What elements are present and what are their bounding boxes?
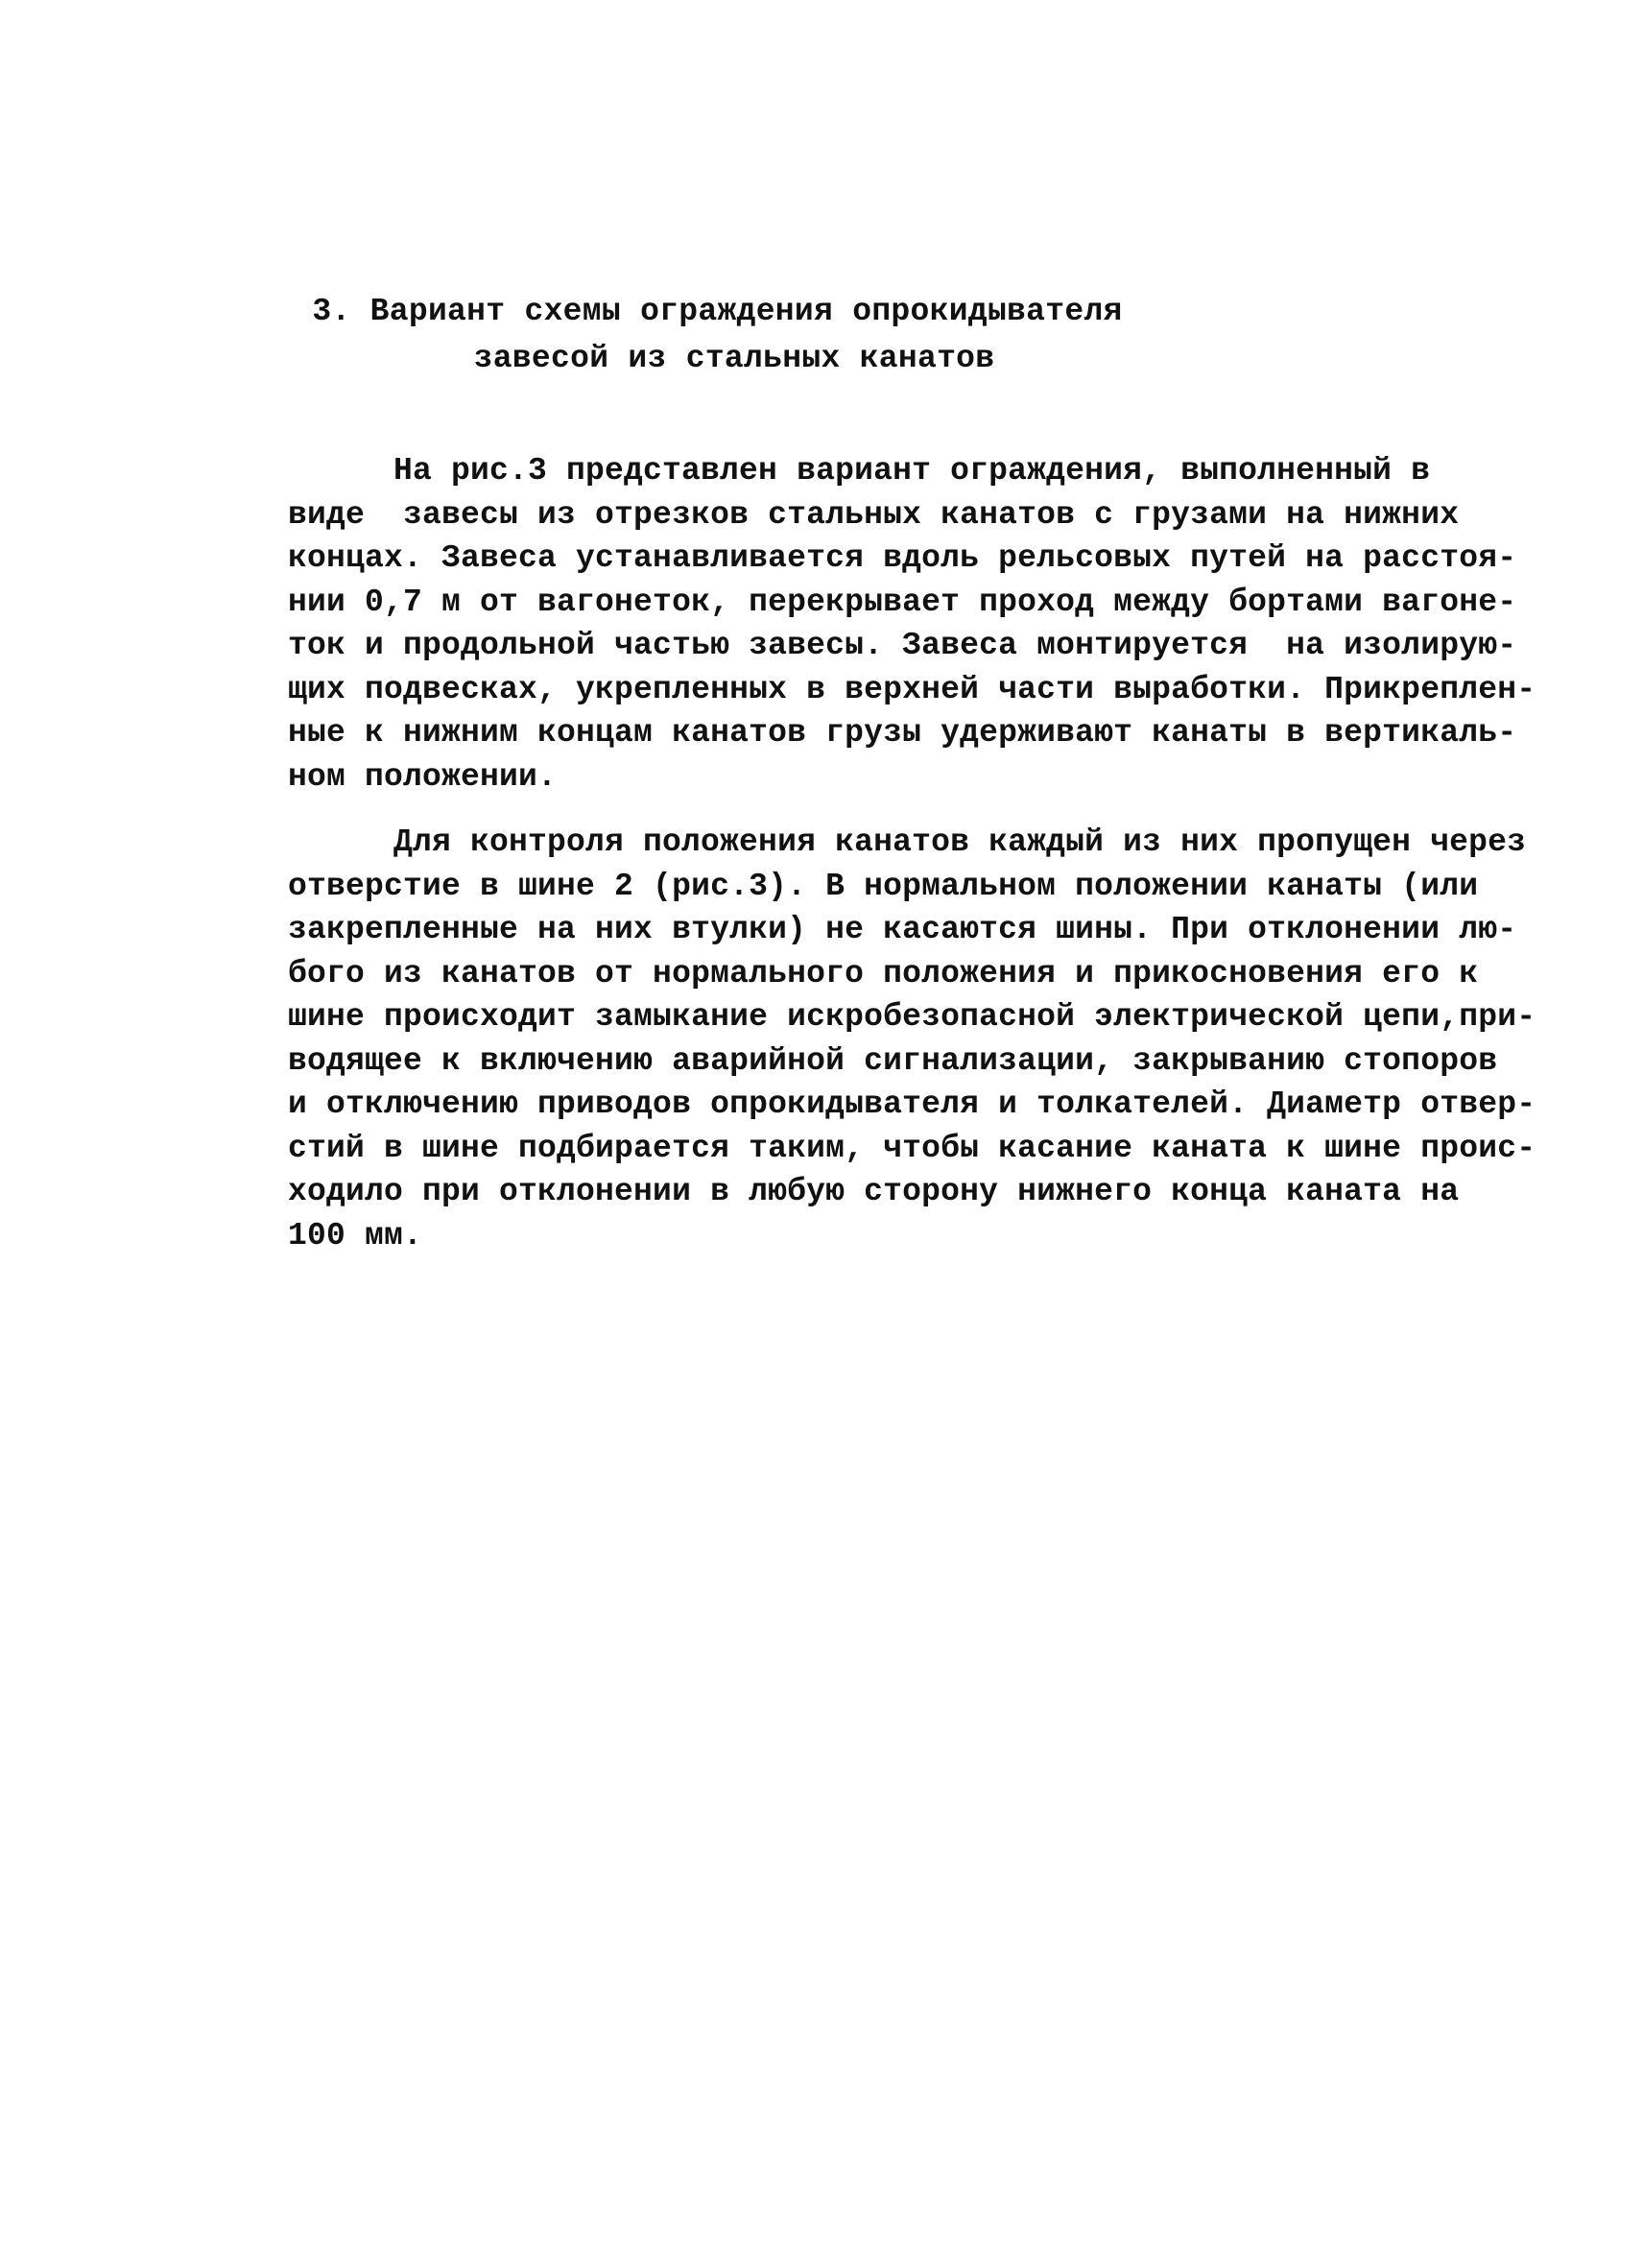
paragraph-line: и отключению приводов опрокидывателя и толкателей. Диаметр отвер- xyxy=(288,1086,1536,1122)
paragraph-line: щих подвесках, укрепленных в верхней части выработки. Прикреплен- xyxy=(288,671,1536,707)
paragraph-line: нии 0,7 м от вагонеток, перекрывает проход между бортами вагоне- xyxy=(288,584,1517,620)
paragraph-line: шине происходит замыкание искробезопасной электрической цепи,при- xyxy=(288,999,1536,1035)
paragraph-line: стий в шине подбирается таким, чтобы касание каната к шине проис- xyxy=(288,1130,1536,1166)
paragraph-line: бого из канатов от нормального положения и прикосновения его к xyxy=(288,955,1479,991)
paragraph-1 xyxy=(288,449,1536,799)
paragraph-line: отверстие в шине 2 (рис.3). В нормальном положении канаты (или xyxy=(288,868,1479,904)
paragraph-line: Для контроля положения канатов каждый из них пропущен через xyxy=(393,824,1527,860)
paragraph-2 xyxy=(288,821,1536,1257)
section-heading xyxy=(288,288,1344,382)
paragraph-line: ток и продольной частью завесы. Завеса монтируется на изолирую- xyxy=(288,628,1517,663)
heading-line-2: завесой из стальных канатов xyxy=(473,341,995,376)
paragraph-line: концах. Завеса устанавливается вдоль рельсовых путей на расстоя- xyxy=(288,540,1517,576)
paragraph-line: ном положении. xyxy=(288,758,558,795)
paragraph-line: закрепленные на них втулки) не касаются шины. При отклонении лю- xyxy=(288,912,1517,947)
heading-line-1: 3. Вариант схемы ограждения опрокидывателя xyxy=(312,294,1123,329)
paragraph-line: На рис.3 представлен вариант ограждения, выполненный в xyxy=(393,453,1431,489)
paragraph-line: виде завесы из отрезков стальных канатов с грузами на нижних xyxy=(288,496,1460,533)
paragraph-line: водящее к включению аварийной сигнализации, закрыванию стопоров xyxy=(288,1042,1498,1079)
paragraph-line: ные к нижним концам канатов грузы удерживают канаты в вертикаль- xyxy=(288,715,1517,751)
paragraph-line: 100 мм. xyxy=(288,1217,423,1253)
paragraph-line: ходило при отклонении в любую сторону нижнего конца каната на xyxy=(288,1174,1460,1209)
